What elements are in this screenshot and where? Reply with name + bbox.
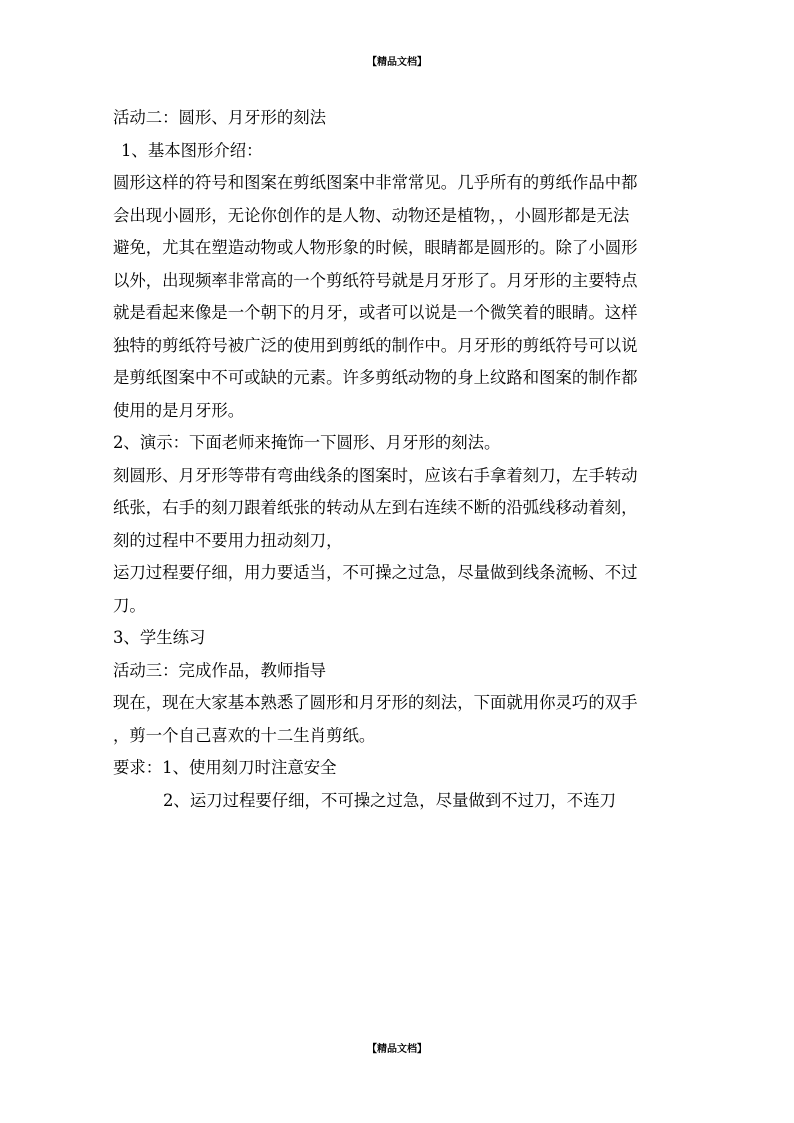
activity-three-heading: 活动三：完成作品，教师指导 [113,660,327,680]
paragraph-line: 避免，尤其在塑造动物或人物形象的时候，眼睛都是圆形的。除了小圆形 [113,238,638,257]
paragraph-line: 运刀过程要仔细，用力要适当，不可操之过急，尽量做到线条流畅、不过 [113,563,638,582]
page-footer: 【精品文档】 [367,1044,427,1055]
paragraph-line: 是剪纸图案中不可或缺的元素。许多剪纸动物的身上纹路和图案的制作都 [113,368,638,387]
paragraph-line: 会出现小圆形，无论你创作的是人物、动物还是植物，，小圆形都是无法 [113,205,630,225]
paragraph-line: 使用的是月牙形。 [113,400,245,420]
paragraph-line: 独特的剪纸符号被广泛的使用到剪纸的制作中。月牙形的剪纸符号可以说 [113,335,638,355]
paragraph-line: 就是看起来像是一个朝下的月牙，或者可以说是一个微笑着的眼睛。这样 [113,303,638,322]
paragraph-line: 纸张，右手的刻刀跟着纸张的转动从左到右连续不断的沿弧线移动着刻， [113,498,638,517]
requirements-line: 要求：1、使用刻刀时注意安全 [113,758,337,777]
section-1-heading: 1、基本图形介绍： [121,140,263,160]
paragraph-line: 刀。 [113,595,146,615]
paragraph-line: 刻圆形、月牙形等带有弯曲线条的图案时，应该右手拿着刻刀，左手转动 [113,465,638,485]
section-3-heading: 3、学生练习 [113,628,206,647]
paragraph-line: ，剪一个自己喜欢的十二生肖剪纸。 [113,725,376,745]
section-2-heading: 2、演示：下面老师来掩饰一下圆形、月牙形的刻法。 [113,433,501,452]
page-header: 【精品文档】 [367,57,427,68]
paragraph-line: 刻的过程中不要用力扭动刻刀， [113,530,343,550]
paragraph-line: 圆形这样的符号和图案在剪纸图案中非常常见。几乎所有的剪纸作品中都 [113,173,638,192]
activity-two-heading: 活动二：圆形、月牙形的刻法 [113,108,327,127]
paragraph-line: 以外，出现频率非常高的一个剪纸符号就是月牙形了。月牙形的主要特点 [113,270,638,290]
document-body [113,102,713,817]
paragraph-line: 现在，现在大家基本熟悉了圆形和月牙形的刻法，下面就用你灵巧的双手 [113,693,638,712]
requirements-line: 2、运刀过程要仔细，不可操之过急，尽量做到不过刀，不连刀 [163,790,616,810]
